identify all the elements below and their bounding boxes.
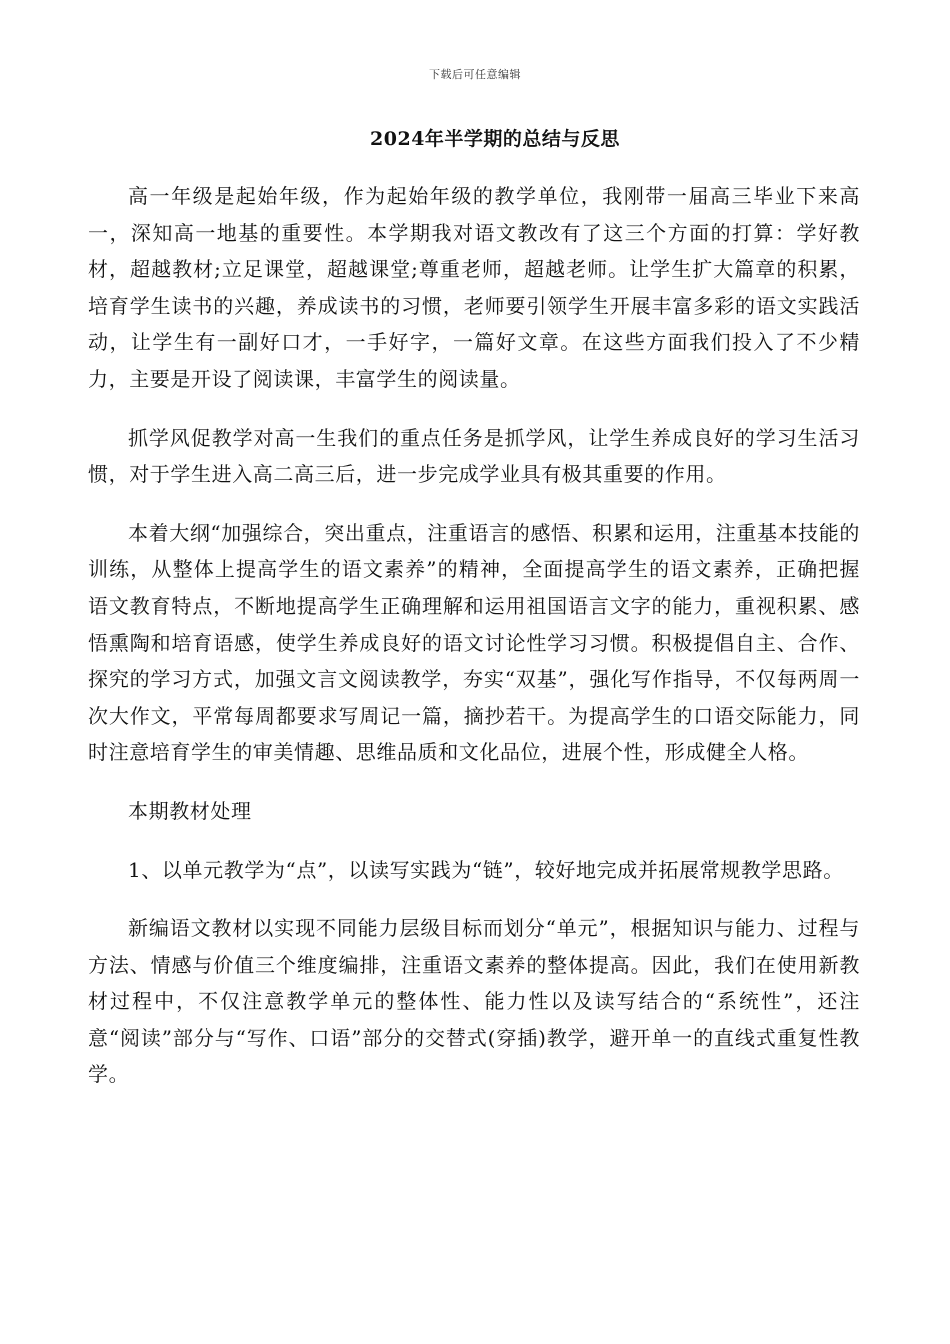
paragraph: 1、以单元教学为“点”，以读写实践为“链”，较好地完成并拓展常规教学思路。 bbox=[128, 857, 844, 882]
header-note: 下载后可任意编辑 bbox=[429, 68, 521, 81]
paragraph: 抓学风促教学对高一生我们的重点任务是抓学风，让学生养成良好的学习生活习惯，对于学生进入高二高三后，进一步完成学业具有极其重要的作用。 bbox=[88, 425, 860, 487]
paragraph: 本着大纲“加强综合，突出重点，注重语言的感悟、积累和运用，注重基本技能的训练，从整体上提高学生的语文素养”的精神，全面提高学生的语文素养，正确把握语文教育特点，不断地提高学生正确理解和运用祖国语言文字的能力，重视积累、感悟熏陶和培育语感，使学生养成良好的语文讨论性学习习惯。积极提倡自主、合作、探究的学习方式，加强文言文阅读教学，夯实“双基”，强化写作指导，不仅每两周一次大作文，平常每周都要求写周记一篇，摘抄若干。为提高学生的口语交际能力，同时注意培育学生的审美情趣、思维品质和文化品位，进展个性，形成健全人格。 bbox=[88, 520, 860, 765]
paragraph: 新编语文教材以实现不同能力层级目标而划分“单元”，根据知识与能力、过程与方法、情感与价值三个维度编排，注重语文素养的整体提高。因此，我们在使用新教材过程中，不仅注意教学单元的整体性、能力性以及读写结合的“系统性”，还注意“阅读”部分与“写作、口语”部分的交替式(穿插)教学，避开单一的直线式重复性教学。 bbox=[88, 916, 860, 1087]
section-heading: 本期教材处理 bbox=[128, 798, 252, 823]
paragraph: 高一年级是起始年级，作为起始年级的教学单位，我刚带一届高三毕业下来高一，深知高一地基的重要性。本学期我对语文教改有了这三个方面的打算：学好教材，超越教材;立足课堂，超越课堂;尊重老师，超越老师。让学生扩大篇章的积累，培育学生读书的兴趣，养成读书的习惯，老师要引领学生开展丰富多彩的语文实践活动，让学生有一副好口才，一手好字，一篇好文章。在这些方面我们投入了不少精力，主要是开设了阅读课，丰富学生的阅读量。 bbox=[88, 184, 860, 391]
document-title: 2024年半学期的总结与反思 bbox=[370, 128, 620, 150]
document-body bbox=[88, 178, 860, 1115]
